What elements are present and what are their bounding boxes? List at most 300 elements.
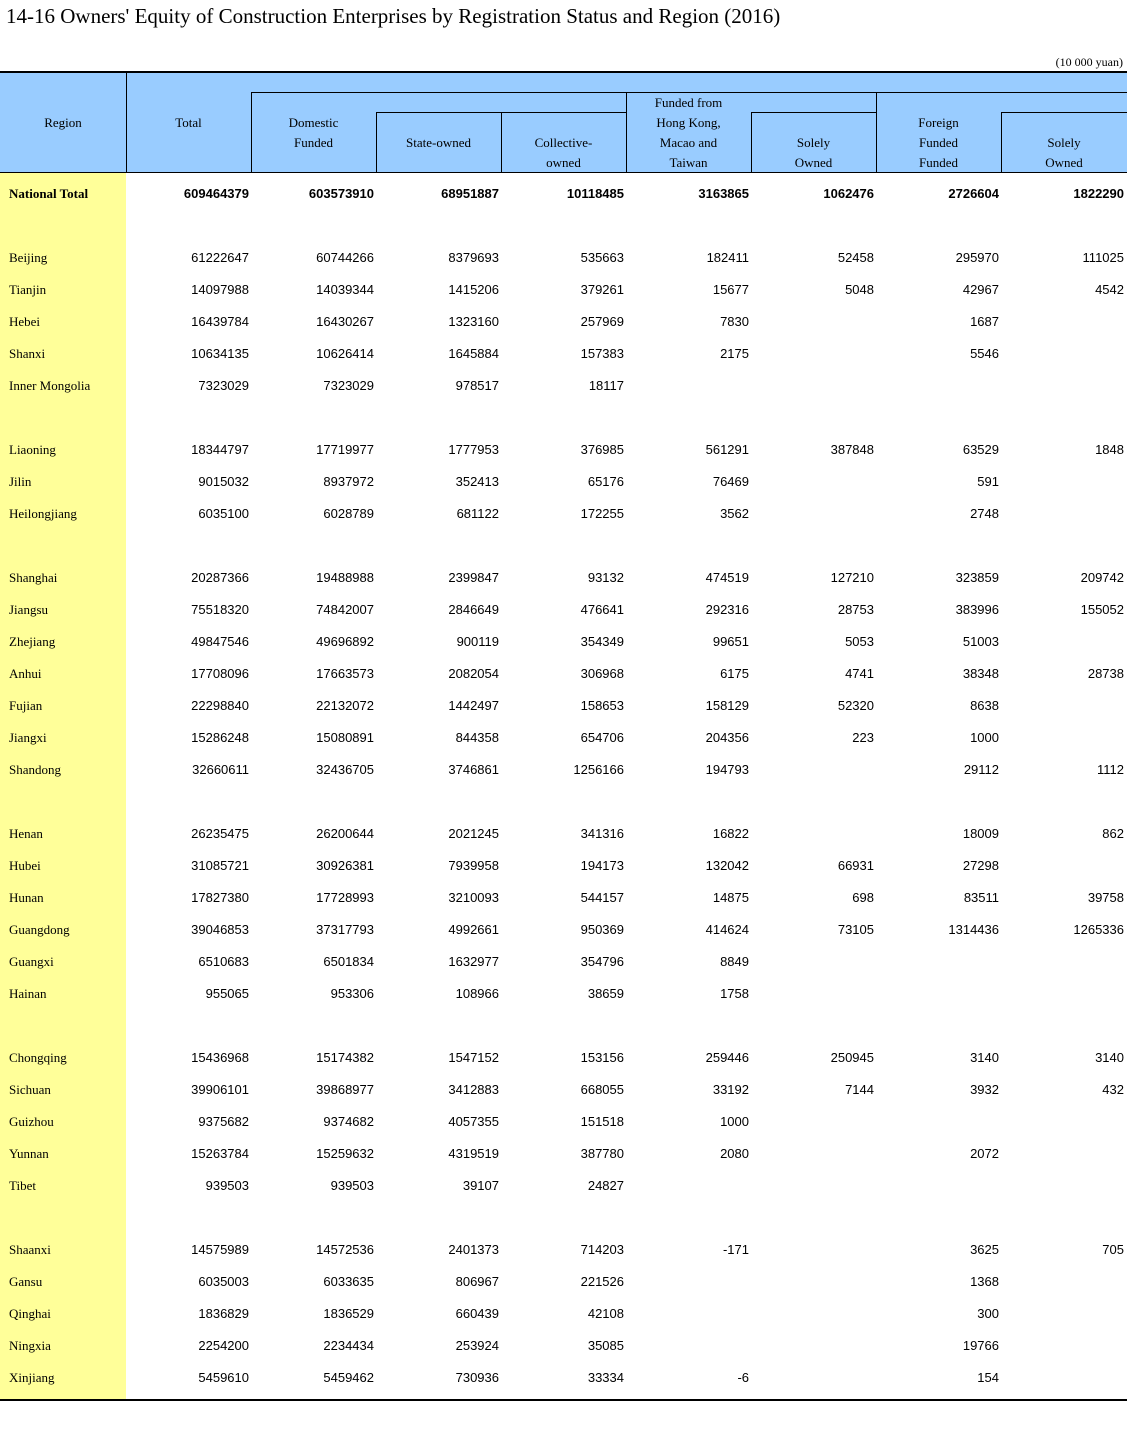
value-cell: 1777953 xyxy=(448,442,499,457)
value-cell: 1000 xyxy=(970,730,999,745)
header-solely-owned-foreign xyxy=(1001,133,1127,173)
value-cell: 39906101 xyxy=(191,1082,249,1097)
region-name: Zhejiang xyxy=(9,634,56,649)
table-row xyxy=(0,562,1127,594)
header-divider xyxy=(751,112,876,113)
region-name: Hainan xyxy=(9,986,47,1001)
value-cell: 32436705 xyxy=(316,762,374,777)
value-cell: 8937972 xyxy=(323,474,374,489)
value-cell: 18344797 xyxy=(191,442,249,457)
value-cell: 603573910 xyxy=(308,186,374,201)
value-cell: -171 xyxy=(722,1242,749,1257)
header-text: Funded xyxy=(294,135,333,150)
value-cell: 376985 xyxy=(580,442,624,457)
header-text: Funded xyxy=(919,135,958,150)
value-cell: 39758 xyxy=(1087,890,1124,905)
value-cell: 3163865 xyxy=(698,186,749,201)
value-cell: 17719977 xyxy=(316,442,374,457)
table-row xyxy=(0,498,1127,530)
value-cell: 379261 xyxy=(580,282,624,297)
value-cell: 295970 xyxy=(955,250,999,265)
value-cell: 52320 xyxy=(837,698,874,713)
table-row xyxy=(0,818,1127,850)
value-cell: 158653 xyxy=(580,698,624,713)
value-cell: 39107 xyxy=(462,1178,499,1193)
value-cell: 862 xyxy=(1102,826,1124,841)
region-name: Fujian xyxy=(9,698,43,713)
group-spacer xyxy=(0,210,1127,242)
value-cell: 73105 xyxy=(837,922,874,937)
region-name: Tianjin xyxy=(9,282,47,297)
value-cell: 14575989 xyxy=(191,1242,249,1257)
header-text: Solely xyxy=(796,135,831,150)
value-cell: 1062476 xyxy=(823,186,874,201)
region-name: Gansu xyxy=(9,1274,43,1289)
region-name: Guangxi xyxy=(9,954,54,969)
table-row xyxy=(0,274,1127,306)
table-row xyxy=(0,1266,1127,1298)
value-cell: 1415206 xyxy=(448,282,499,297)
value-cell: 132042 xyxy=(705,858,749,873)
table-row xyxy=(0,306,1127,338)
header-text: Domestic xyxy=(288,115,339,130)
table-row xyxy=(0,850,1127,882)
header-solely-owned-hkmt xyxy=(751,133,876,173)
header-hk-macao-taiwan xyxy=(626,93,751,173)
value-cell: 705 xyxy=(1102,1242,1124,1257)
header-text: Solely xyxy=(1047,135,1081,150)
value-cell: 6175 xyxy=(720,666,749,681)
region-name: Shaanxi xyxy=(9,1242,51,1257)
value-cell: 1632977 xyxy=(448,954,499,969)
value-cell: 352413 xyxy=(455,474,499,489)
value-cell: 68951887 xyxy=(441,186,499,201)
value-cell: -6 xyxy=(737,1370,749,1385)
value-cell: 1265336 xyxy=(1073,922,1124,937)
value-cell: 49847546 xyxy=(191,634,249,649)
value-cell: 194793 xyxy=(705,762,749,777)
value-cell: 8379693 xyxy=(448,250,499,265)
value-cell: 3746861 xyxy=(448,762,499,777)
value-cell: 535663 xyxy=(580,250,624,265)
value-cell: 111025 xyxy=(1082,250,1124,265)
group-spacer xyxy=(0,1202,1127,1234)
region-name: Hubei xyxy=(9,858,41,873)
value-cell: 65176 xyxy=(587,474,624,489)
value-cell: 83511 xyxy=(963,890,999,905)
value-cell: 17827380 xyxy=(191,890,249,905)
region-name: Hebei xyxy=(9,314,41,329)
value-cell: 668055 xyxy=(580,1082,624,1097)
value-cell: 127210 xyxy=(830,570,874,585)
value-cell: 75518320 xyxy=(191,602,249,617)
region-name: Anhui xyxy=(9,666,42,681)
value-cell: 153156 xyxy=(580,1050,624,1065)
value-cell: 42108 xyxy=(587,1306,624,1321)
value-cell: 74842007 xyxy=(316,602,374,617)
value-cell: 5546 xyxy=(970,346,999,361)
value-cell: 158129 xyxy=(705,698,749,713)
table-bottom-rule xyxy=(0,1399,1127,1401)
value-cell: 151518 xyxy=(580,1114,624,1129)
header-domestic-funded xyxy=(251,113,376,153)
value-cell: 414624 xyxy=(705,922,749,937)
value-cell: 17663573 xyxy=(316,666,374,681)
value-cell: 26200644 xyxy=(316,826,374,841)
value-cell: 15174382 xyxy=(316,1050,374,1065)
value-cell: 939503 xyxy=(205,1178,249,1193)
value-cell: 1256166 xyxy=(573,762,624,777)
value-cell: 6033635 xyxy=(323,1274,374,1289)
value-cell: 609464379 xyxy=(183,186,249,201)
value-cell: 2401373 xyxy=(448,1242,499,1257)
value-cell: 844358 xyxy=(455,730,499,745)
region-name: Ningxia xyxy=(9,1338,51,1353)
value-cell: 654706 xyxy=(580,730,624,745)
value-cell: 900119 xyxy=(456,634,499,649)
value-cell: 3140 xyxy=(1095,1050,1124,1065)
region-name: Inner Mongolia xyxy=(9,378,91,393)
table-row xyxy=(0,978,1127,1010)
value-cell: 7144 xyxy=(845,1082,874,1097)
value-cell: 182411 xyxy=(706,250,749,265)
value-cell: 28738 xyxy=(1087,666,1124,681)
value-cell: 660439 xyxy=(455,1306,499,1321)
value-cell: 250945 xyxy=(830,1050,874,1065)
value-cell: 2726604 xyxy=(948,186,999,201)
value-cell: 194173 xyxy=(580,858,624,873)
value-cell: 300 xyxy=(977,1306,999,1321)
value-cell: 950369 xyxy=(580,922,624,937)
value-cell: 1547152 xyxy=(448,1050,499,1065)
value-cell: 8638 xyxy=(970,698,999,713)
page-title: 14-16 Owners' Equity of Construction Enterprises by Registration Status and Region (2016) xyxy=(6,4,781,28)
value-cell: 2175 xyxy=(720,346,749,361)
value-cell: 561291 xyxy=(705,442,749,457)
unit-label: (10 000 yuan) xyxy=(1055,55,1123,69)
table-row xyxy=(0,1330,1127,1362)
header-region: Region xyxy=(44,115,82,130)
value-cell: 9375682 xyxy=(198,1114,249,1129)
region-name: Qinghai xyxy=(9,1306,51,1321)
value-cell: 172255 xyxy=(580,506,624,521)
region-name: Guangdong xyxy=(9,922,70,937)
value-cell: 1758 xyxy=(720,986,749,1001)
value-cell: 939503 xyxy=(330,1178,374,1193)
header-text: Foreign xyxy=(918,115,959,130)
value-cell: 18117 xyxy=(588,378,624,393)
header-text: Hong Kong, xyxy=(656,115,721,130)
value-cell: 955065 xyxy=(205,986,249,1001)
table-body xyxy=(0,178,1127,1394)
value-cell: 4057355 xyxy=(448,1114,499,1129)
value-cell: 2082054 xyxy=(448,666,499,681)
value-cell: 2072 xyxy=(970,1146,999,1161)
value-cell: 27298 xyxy=(962,858,999,873)
value-cell: 10118485 xyxy=(566,186,624,201)
header-text: owned xyxy=(546,155,581,170)
value-cell: 259446 xyxy=(705,1050,749,1065)
region-name: National Total xyxy=(9,186,89,201)
value-cell: 2254200 xyxy=(198,1338,249,1353)
value-cell: 108966 xyxy=(455,986,499,1001)
value-cell: 42967 xyxy=(962,282,999,297)
value-cell: 17708096 xyxy=(191,666,249,681)
table-row xyxy=(0,1170,1127,1202)
value-cell: 1314436 xyxy=(948,922,999,937)
value-cell: 698 xyxy=(852,890,874,905)
value-cell: 7939958 xyxy=(448,858,499,873)
header-text: Macao and xyxy=(659,135,718,150)
value-cell: 253924 xyxy=(455,1338,499,1353)
value-cell: 6510683 xyxy=(198,954,249,969)
value-cell: 14097988 xyxy=(191,282,249,297)
value-cell: 63529 xyxy=(962,442,999,457)
value-cell: 1687 xyxy=(970,314,999,329)
table-row xyxy=(0,338,1127,370)
value-cell: 5459610 xyxy=(198,1370,249,1385)
value-cell: 155052 xyxy=(1080,602,1124,617)
value-cell: 3210093 xyxy=(448,890,499,905)
value-cell: 1000 xyxy=(720,1114,749,1129)
value-cell: 39868977 xyxy=(316,1082,374,1097)
value-cell: 354796 xyxy=(580,954,624,969)
table-row xyxy=(0,594,1127,626)
header-text: Taiwan xyxy=(669,155,708,170)
value-cell: 354349 xyxy=(580,634,624,649)
region-name: Shandong xyxy=(9,762,61,777)
table-row xyxy=(0,626,1127,658)
value-cell: 476641 xyxy=(580,602,624,617)
value-cell: 4992661 xyxy=(448,922,499,937)
region-name: Tibet xyxy=(9,1178,36,1193)
value-cell: 10626414 xyxy=(316,346,374,361)
value-cell: 341316 xyxy=(580,826,624,841)
value-cell: 31085721 xyxy=(191,858,249,873)
value-cell: 387848 xyxy=(830,442,874,457)
region-name: Heilongjiang xyxy=(9,506,77,521)
value-cell: 32660611 xyxy=(192,762,249,777)
value-cell: 323859 xyxy=(955,570,999,585)
value-cell: 38659 xyxy=(587,986,624,1001)
value-cell: 22132072 xyxy=(316,698,374,713)
value-cell: 9374682 xyxy=(323,1114,374,1129)
table-row xyxy=(0,658,1127,690)
value-cell: 1848 xyxy=(1095,442,1124,457)
region-name: Beijing xyxy=(9,250,48,265)
table-row xyxy=(0,1042,1127,1074)
value-cell: 4319519 xyxy=(448,1146,499,1161)
table-row xyxy=(0,466,1127,498)
value-cell: 1323160 xyxy=(448,314,499,329)
value-cell: 15259632 xyxy=(316,1146,374,1161)
value-cell: 1822290 xyxy=(1073,186,1124,201)
value-cell: 38348 xyxy=(962,666,999,681)
value-cell: 204356 xyxy=(705,730,749,745)
value-cell: 1112 xyxy=(1097,762,1124,777)
table-row xyxy=(0,722,1127,754)
value-cell: 730936 xyxy=(455,1370,499,1385)
national-total-row xyxy=(0,178,1127,210)
table-row xyxy=(0,1074,1127,1106)
value-cell: 6028789 xyxy=(323,506,374,521)
value-cell: 4741 xyxy=(845,666,874,681)
header-text: Collective- xyxy=(534,135,593,150)
value-cell: 157383 xyxy=(580,346,624,361)
header-text: Funded xyxy=(919,155,958,170)
value-cell: 93132 xyxy=(587,570,624,585)
value-cell: 5459462 xyxy=(323,1370,374,1385)
region-name: Shanxi xyxy=(9,346,46,361)
value-cell: 14572536 xyxy=(316,1242,374,1257)
region-name: Henan xyxy=(9,826,43,841)
value-cell: 33192 xyxy=(712,1082,749,1097)
table-row xyxy=(0,1362,1127,1394)
value-cell: 978517 xyxy=(455,378,499,393)
value-cell: 99651 xyxy=(712,634,749,649)
value-cell: 39046853 xyxy=(191,922,249,937)
header-text: Funded from xyxy=(654,95,723,110)
value-cell: 6035003 xyxy=(198,1274,249,1289)
table-row xyxy=(0,690,1127,722)
value-cell: 15677 xyxy=(712,282,749,297)
value-cell: 8849 xyxy=(720,954,749,969)
value-cell: 60744266 xyxy=(316,250,374,265)
value-cell: 953306 xyxy=(330,986,374,1001)
value-cell: 2748 xyxy=(970,506,999,521)
value-cell: 49696892 xyxy=(316,634,374,649)
value-cell: 19766 xyxy=(962,1338,999,1353)
region-name: Chongqing xyxy=(9,1050,67,1065)
value-cell: 7830 xyxy=(720,314,749,329)
table-row xyxy=(0,434,1127,466)
value-cell: 5048 xyxy=(845,282,874,297)
header-collective-owned xyxy=(501,133,626,173)
value-cell: 26235475 xyxy=(191,826,249,841)
table-row xyxy=(0,370,1127,402)
value-cell: 6035100 xyxy=(198,506,249,521)
value-cell: 544157 xyxy=(580,890,624,905)
value-cell: 714203 xyxy=(580,1242,624,1257)
value-cell: 15436968 xyxy=(191,1050,249,1065)
value-cell: 806967 xyxy=(455,1274,499,1289)
value-cell: 6501834 xyxy=(323,954,374,969)
value-cell: 22298840 xyxy=(191,698,249,713)
header-total: Total xyxy=(175,115,202,130)
value-cell: 37317793 xyxy=(316,922,374,937)
table-row xyxy=(0,1234,1127,1266)
value-cell: 2846649 xyxy=(448,602,499,617)
value-cell: 474519 xyxy=(705,570,749,585)
value-cell: 2234434 xyxy=(323,1338,374,1353)
value-cell: 20287366 xyxy=(191,570,249,585)
value-cell: 154 xyxy=(977,1370,999,1385)
value-cell: 14875 xyxy=(712,890,749,905)
region-name: Hunan xyxy=(9,890,44,905)
group-spacer xyxy=(0,530,1127,562)
value-cell: 76469 xyxy=(712,474,749,489)
value-cell: 15263784 xyxy=(191,1146,249,1161)
region-name: Shanghai xyxy=(9,570,58,585)
value-cell: 292316 xyxy=(705,602,749,617)
value-cell: 1368 xyxy=(970,1274,999,1289)
value-cell: 2021245 xyxy=(448,826,499,841)
value-cell: 18009 xyxy=(962,826,999,841)
value-cell: 17728993 xyxy=(316,890,374,905)
value-cell: 15080891 xyxy=(316,730,374,745)
value-cell: 52458 xyxy=(837,250,874,265)
value-cell: 51003 xyxy=(962,634,999,649)
value-cell: 387780 xyxy=(580,1146,624,1161)
value-cell: 4542 xyxy=(1095,282,1124,297)
value-cell: 5053 xyxy=(845,634,874,649)
group-spacer xyxy=(0,1010,1127,1042)
table-row xyxy=(0,1106,1127,1138)
value-cell: 29112 xyxy=(963,762,999,777)
value-cell: 3412883 xyxy=(448,1082,499,1097)
value-cell: 7323029 xyxy=(198,378,249,393)
header-text: Owned xyxy=(794,155,833,170)
region-name: Jilin xyxy=(9,474,32,489)
group-spacer xyxy=(0,786,1127,818)
region-name: Liaoning xyxy=(9,442,56,457)
table-row xyxy=(0,946,1127,978)
table-row xyxy=(0,1138,1127,1170)
value-cell: 7323029 xyxy=(323,378,374,393)
value-cell: 221526 xyxy=(580,1274,624,1289)
value-cell: 1836529 xyxy=(323,1306,374,1321)
value-cell: 30926381 xyxy=(316,858,374,873)
value-cell: 681122 xyxy=(456,506,499,521)
value-cell: 24827 xyxy=(587,1178,624,1193)
value-cell: 3140 xyxy=(970,1050,999,1065)
table-row xyxy=(0,914,1127,946)
header-text: Owned xyxy=(1045,155,1083,170)
value-cell: 1836829 xyxy=(198,1306,249,1321)
value-cell: 257969 xyxy=(580,314,624,329)
region-name: Guizhou xyxy=(9,1114,54,1129)
value-cell: 2080 xyxy=(720,1146,749,1161)
value-cell: 383996 xyxy=(955,602,999,617)
value-cell: 1645884 xyxy=(448,346,499,361)
value-cell: 223 xyxy=(852,730,874,745)
value-cell: 61222647 xyxy=(191,250,249,265)
value-cell: 432 xyxy=(1102,1082,1124,1097)
value-cell: 209742 xyxy=(1080,570,1124,585)
value-cell: 66931 xyxy=(837,858,874,873)
value-cell: 28753 xyxy=(837,602,874,617)
value-cell: 306968 xyxy=(580,666,624,681)
group-spacer xyxy=(0,402,1127,434)
header-foreign-funded xyxy=(876,113,1001,173)
region-name: Jiangsu xyxy=(9,602,48,617)
value-cell: 9015032 xyxy=(198,474,249,489)
header-state-owned: State-owned xyxy=(406,135,471,150)
value-cell: 15286248 xyxy=(191,730,249,745)
region-name: Yunnan xyxy=(9,1146,49,1161)
header-divider xyxy=(1001,112,1127,113)
region-name: Sichuan xyxy=(9,1082,51,1097)
table-row xyxy=(0,1298,1127,1330)
value-cell: 10634135 xyxy=(191,346,249,361)
region-name: Xinjiang xyxy=(9,1370,55,1385)
value-cell: 3932 xyxy=(970,1082,999,1097)
value-cell: 35085 xyxy=(587,1338,624,1353)
value-cell: 16822 xyxy=(712,826,749,841)
value-cell: 591 xyxy=(977,474,999,489)
value-cell: 2399847 xyxy=(448,570,499,585)
value-cell: 16439784 xyxy=(191,314,249,329)
